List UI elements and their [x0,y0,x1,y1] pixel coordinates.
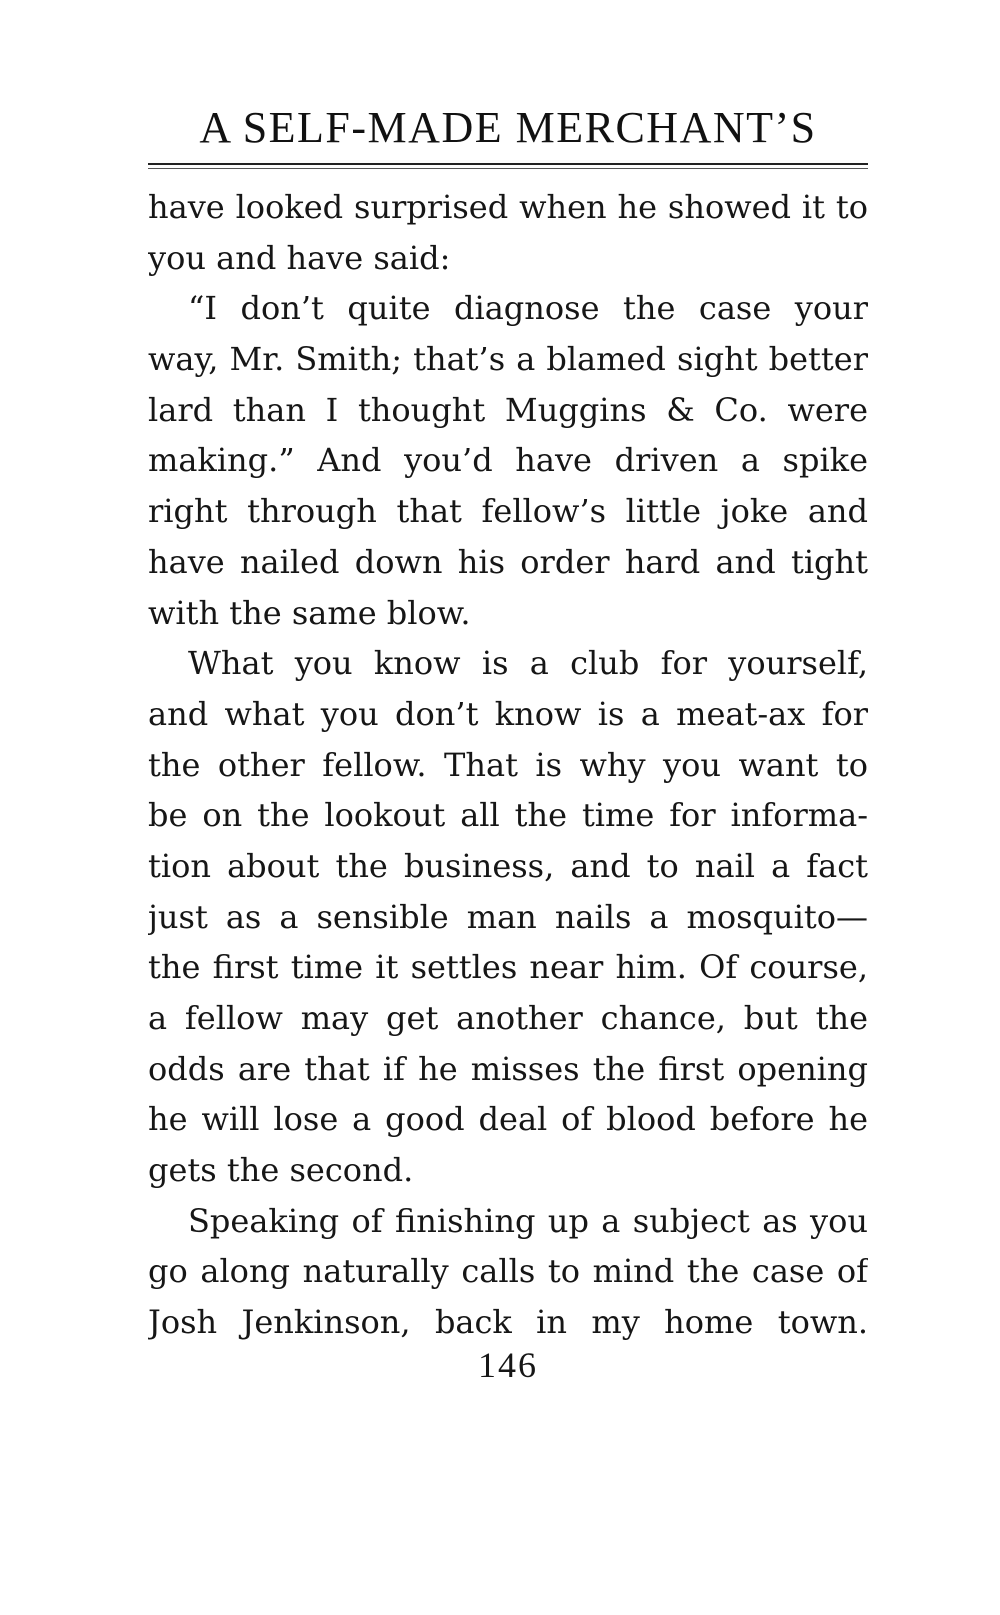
text-line: just as a sensible man nails a mosquito— [148,897,868,936]
text-line: odds are that if he misses the first opening [148,1049,868,1088]
body-text [148,182,868,1348]
header-rule [148,163,868,165]
text-line: he will lose a good deal of blood before he [148,1100,868,1139]
text-line: go along naturally calls to mind the case of [148,1252,868,1291]
page-number: 146 [478,1345,538,1385]
text-line: lard than I thought Muggins & Co. were [148,390,868,429]
running-head: A SELF-MADE MERCHANT’S [199,103,817,152]
text-line: Speaking of finishing up a subject as you [188,1201,868,1240]
text-line: Josh Jenkinson, back in my home town. [148,1303,868,1342]
text-line: you and have said: [148,238,451,277]
text-line: have looked surprised when he showed it to [148,188,868,226]
text-line: What you know is a club for yourself, [188,644,868,683]
text-line: the other fellow. That is why you want to [148,745,868,784]
text-line: be on the lookout all the time for informa- [148,796,868,835]
header-rule-thin [148,168,868,169]
text-line: gets the second. [148,1151,414,1190]
text-line: way, Mr. Smith; that’s a blamed sight better [148,340,868,379]
text-line: “I don’t quite diagnose the case your [188,289,868,328]
text-line: have nailed down his order hard and tight [148,542,868,581]
text-line: right through that fellow’s little joke and [148,492,868,531]
text-line: and what you don’t know is a meat-ax for [148,694,868,733]
text-line: the first time it settles near him. Of course, [148,948,868,987]
text-line: a fellow may get another chance, but the [148,999,868,1037]
text-line: tion about the business, and to nail a fact [148,846,868,885]
text-line: making.” And you’d have driven a spike [148,441,868,480]
text-line: with the same blow. [148,593,471,632]
